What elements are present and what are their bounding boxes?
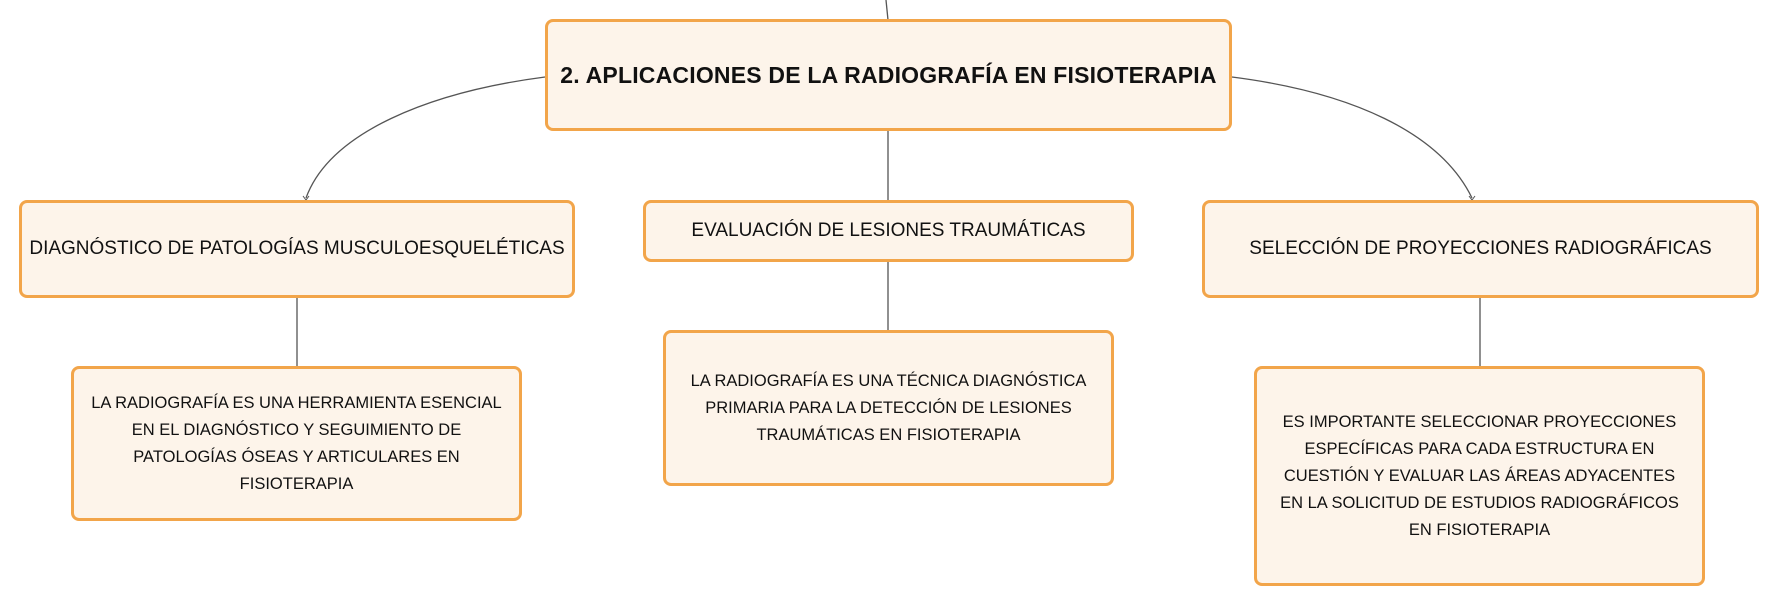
root-node[interactable] bbox=[545, 19, 1232, 131]
connector-root-to-branch-1 bbox=[306, 77, 545, 198]
detail-node-diagnostico[interactable] bbox=[71, 366, 522, 521]
branch-node-diagnostico[interactable] bbox=[19, 200, 575, 298]
root-node-label: 2. APLICACIONES DE LA RADIOGRAFÍA EN FISIOTERAPIA bbox=[560, 61, 1217, 88]
detail-node-seleccion[interactable] bbox=[1254, 366, 1705, 586]
connector-parent-to-root bbox=[886, 0, 888, 20]
detail-node-evaluacion[interactable] bbox=[663, 330, 1114, 486]
detail-node-text: LA RADIOGRAFÍA ES UNA TÉCNICA DIAGNÓSTICA PRIMARIA PARA LA DETECCIÓN DE LESIONES TRAUMÁTICAS EN FISIOTERAPIA bbox=[690, 371, 1087, 444]
branch-node-label: SELECCIÓN DE PROYECCIONES RADIOGRÁFICAS bbox=[1249, 238, 1712, 259]
branch-node-evaluacion[interactable] bbox=[643, 200, 1134, 262]
connector-root-to-branch-3 bbox=[1232, 77, 1472, 198]
branch-node-label: DIAGNÓSTICO DE PATOLOGÍAS MUSCULOESQUELÉTICAS bbox=[29, 238, 565, 259]
branch-node-label: EVALUACIÓN DE LESIONES TRAUMÁTICAS bbox=[691, 220, 1086, 241]
branch-node-seleccion[interactable] bbox=[1202, 200, 1759, 298]
detail-node-text: ES IMPORTANTE SELECCIONAR PROYECCIONES ESPECÍFICAS PARA CADA ESTRUCTURA EN CUESTIÓN Y EVALUAR LAS ÁREAS ADYACENTES EN LA SOLICITUD DE ESTUDIOS RADIOGRÁFICOS EN FISIOTERAPIA bbox=[1280, 412, 1679, 539]
detail-node-text: LA RADIOGRAFÍA ES UNA HERRAMIENTA ESENCIAL EN EL DIAGNÓSTICO Y SEGUIMIENTO DE PATOLOGÍAS ÓSEAS Y ARTICULARES EN FISIOTERAPIA bbox=[91, 393, 502, 493]
